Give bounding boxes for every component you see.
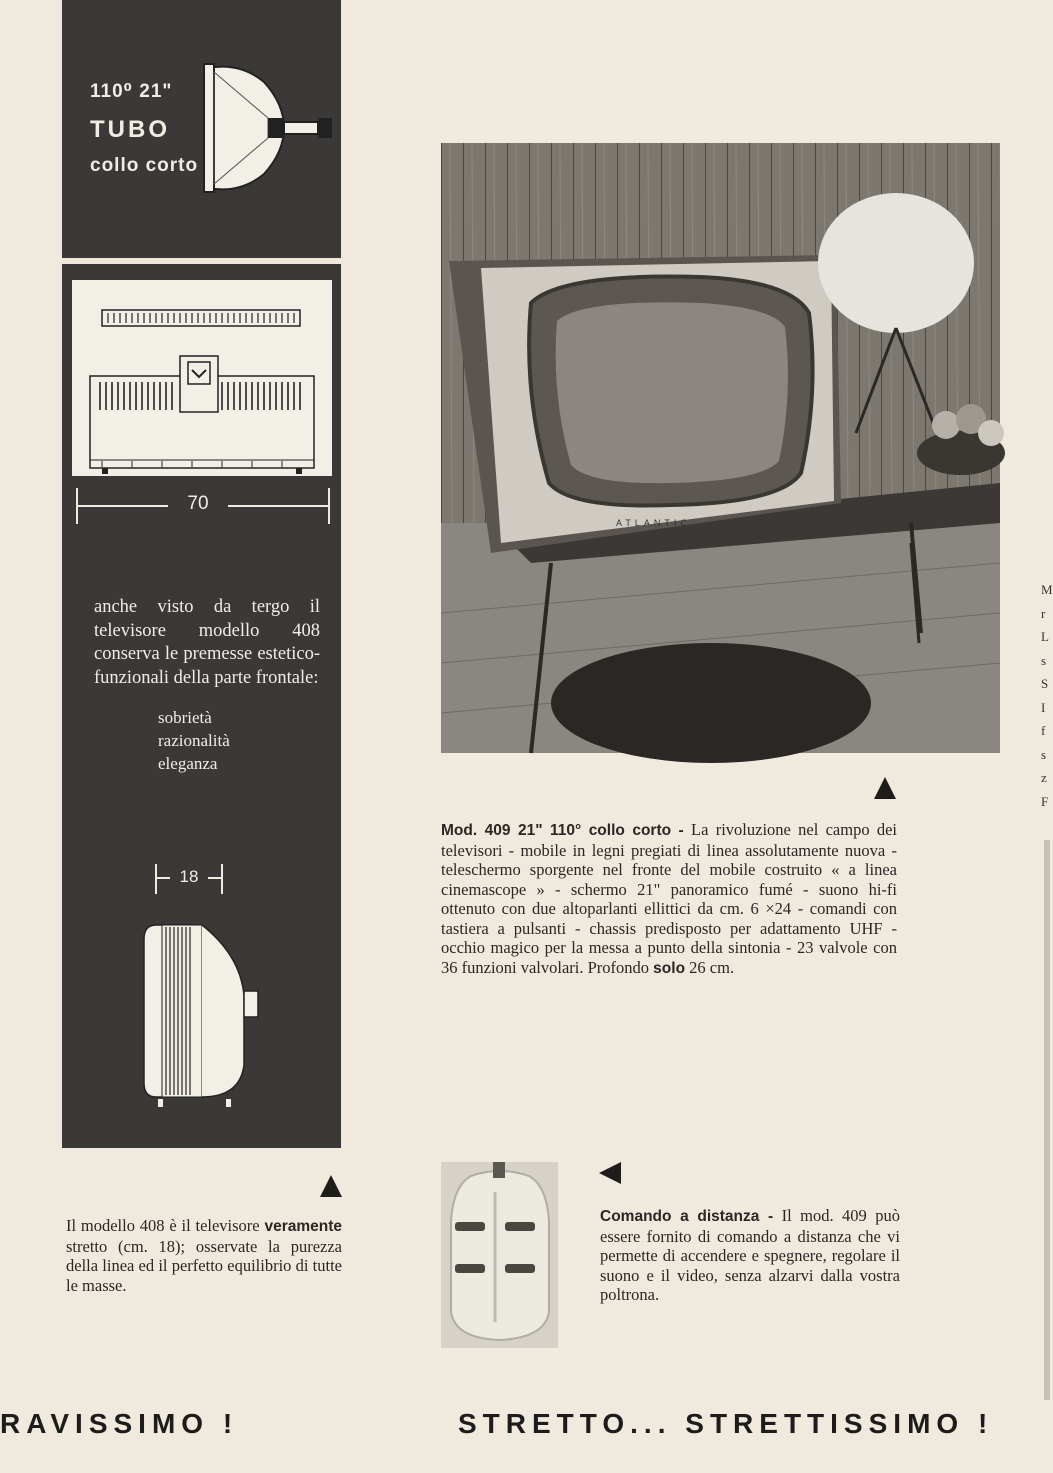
living-room-scene xyxy=(441,143,1000,753)
remote-control-illustration xyxy=(441,1162,558,1348)
page-edge xyxy=(1044,840,1050,1400)
model-409-emphasis: solo xyxy=(653,959,686,977)
tube-spec: 110⁰ 21" xyxy=(90,81,173,102)
pointer-arrow-icon xyxy=(874,777,896,799)
edge-letter: s xyxy=(1041,746,1047,762)
quality-item: sobrietà xyxy=(158,708,212,727)
edge-letter: I xyxy=(1041,699,1046,715)
rear-view-drawing xyxy=(72,280,332,476)
model-408-text-b: stretto (cm. 18); osservate la purezza della linea ed il perfetto equilibrio di tutte le masse. xyxy=(66,1236,342,1295)
remote-description xyxy=(600,1206,900,1305)
edge-letter: z xyxy=(1041,770,1047,785)
model-408-description xyxy=(66,1216,342,1295)
tube-illustration xyxy=(200,58,340,198)
tv-photo xyxy=(441,143,1000,753)
set-brand-label: ATLANTIC xyxy=(616,518,691,528)
tube-panel xyxy=(62,0,341,258)
quality-item: razionalità xyxy=(158,731,230,750)
cut-off-column-text xyxy=(1041,578,1053,813)
edge-letter: F xyxy=(1041,793,1049,809)
tv-rear-illustration xyxy=(72,280,332,476)
remote-text: Il mod. 409 può essere fornito di comando a distanza che vi permette di accendere e spegnere, regolare il suono e il video, senza alzarvi dalla vostra poltrona. xyxy=(600,1206,900,1304)
tube-subtitle: collo corto xyxy=(90,155,199,176)
quality-item: eleganza xyxy=(158,754,218,773)
model-409-tail: 26 cm. xyxy=(689,957,735,977)
edge-letter: f xyxy=(1041,723,1046,738)
model-408-text-a: Il modello 408 è il televisore xyxy=(66,1216,260,1235)
model-409-description xyxy=(441,820,897,978)
tv-side-illustration xyxy=(140,915,265,1110)
rear-view-description: anche visto da tergo il televisore modello 408 conserva le premesse estetico-funzionali della parte frontale: xyxy=(94,597,320,688)
headline-left: RAVISSIMO ! xyxy=(0,1408,239,1439)
edge-letter: M xyxy=(1041,582,1053,597)
remote-control-photo xyxy=(441,1162,558,1348)
qualities-list xyxy=(158,706,230,775)
tube-title: TUBO xyxy=(90,116,170,143)
pointer-arrow-icon xyxy=(599,1162,621,1184)
edge-letter: L xyxy=(1041,629,1049,644)
edge-letter: r xyxy=(1041,605,1046,621)
depth-value: 18 xyxy=(170,867,208,887)
side-view-drawing xyxy=(140,915,265,1110)
pointer-arrow-icon xyxy=(320,1175,342,1197)
model-409-title: Mod. 409 21" 110° collo corto - xyxy=(441,822,684,839)
headline-right: STRETTO... STRETTISSIMO ! xyxy=(458,1408,994,1439)
remote-title: Comando a distanza - xyxy=(600,1208,774,1225)
width-value: 70 xyxy=(168,493,228,515)
edge-letter: S xyxy=(1041,676,1049,691)
model-408-emphasis: veramente xyxy=(264,1218,342,1235)
model-409-text: La rivoluzione nel campo dei televisori - mobile in legni pregiati di linea assolutamente nuova - teleschermo sporgente nel fronte del mobile costruito « a linea cinemascope » - schermo 21" panoramico fumé - suono hi-fi ottenuto con due altoparlanti ellittici da cm. 6 ×24 - comandi con tastiera a pulsanti - chassis predisposto per adattamento UHF - occhio magico per la messa a punto della sintonia - 23 valvole con 36 funzioni valvolari. Profondo xyxy=(441,820,898,977)
edge-letter: s xyxy=(1041,652,1047,668)
